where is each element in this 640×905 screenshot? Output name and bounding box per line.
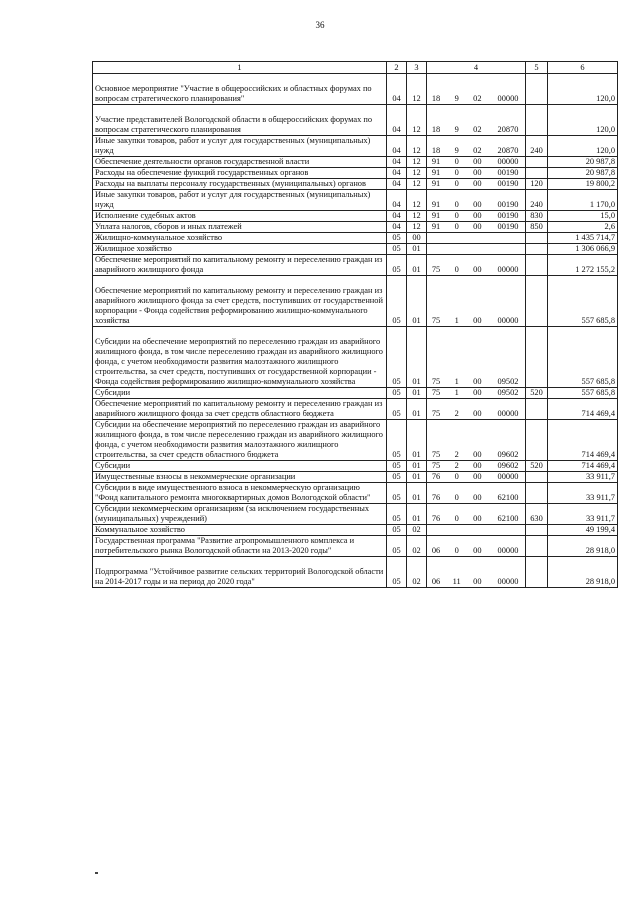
row-section-cell: 04: [387, 74, 407, 105]
target-article-code: [429, 388, 523, 398]
target-article-part: 00000: [497, 546, 519, 555]
row-sum-cell: 33 911,7: [548, 483, 618, 504]
row-name-cell: Расходы на выплаты персоналу государственных (муниципальных) органов: [93, 179, 387, 190]
target-article-part: 0: [454, 514, 459, 523]
column-header-sum: 6: [548, 62, 618, 74]
row-subsection-cell: 01: [407, 399, 427, 420]
row-sum-cell: 1 306 066,9: [548, 244, 618, 255]
target-article-part: 9: [454, 94, 459, 103]
target-article-code: [429, 316, 523, 326]
row-sum-cell: 28 918,0: [548, 536, 618, 557]
row-name-cell: Имущественные взносы в некоммерческие организации: [93, 472, 387, 483]
row-sum-cell: 33 911,7: [548, 472, 618, 483]
row-target-article-cell: [427, 276, 526, 327]
target-article-part: 75: [431, 409, 441, 418]
row-expense-type-cell: [526, 536, 548, 557]
row-section-cell: 04: [387, 190, 407, 211]
row-sum-cell: 714 469,4: [548, 420, 618, 461]
target-article-code: [429, 450, 523, 460]
target-article-part: 00000: [497, 577, 519, 586]
target-article-part: 75: [431, 388, 441, 397]
target-article-part: 00190: [497, 222, 519, 231]
target-article-part: 1: [454, 377, 459, 386]
row-target-article-cell: [427, 327, 526, 388]
row-section-cell: 04: [387, 136, 407, 157]
row-subsection-cell: 12: [407, 136, 427, 157]
row-target-article-cell: [427, 525, 526, 536]
target-article-part: 00190: [497, 179, 519, 188]
row-sum-cell: 120,0: [548, 105, 618, 136]
target-article-part: 1: [454, 388, 459, 397]
row-target-article-cell: [427, 211, 526, 222]
row-expense-type-cell: [526, 255, 548, 276]
target-article-part: 00: [473, 514, 482, 523]
table-row: [93, 276, 618, 327]
row-name-cell: Обеспечение деятельности органов государственной власти: [93, 157, 387, 168]
page-number: 36: [315, 20, 325, 30]
row-name-cell: Субсидии на обеспечение мероприятий по переселению граждан из аварийного жилищного фонда, в том числе переселению граждан из аварийного жилищного фонда, с учетом необходимости развития малоэтажного жилищного строительства, за счет средств областного бюджета: [93, 420, 387, 461]
target-article-part: 00000: [497, 409, 519, 418]
target-article-part: 62100: [497, 493, 519, 502]
table-row: [93, 399, 618, 420]
row-target-article-cell: [427, 461, 526, 472]
target-article-part: 76: [431, 493, 441, 502]
table-row: [93, 136, 618, 157]
row-subsection-cell: 01: [407, 420, 427, 461]
row-name-cell: Расходы на обеспечение функций государственных органов: [93, 168, 387, 179]
target-article-part: 00: [473, 200, 482, 209]
target-article-part: 09602: [497, 450, 519, 459]
row-target-article-cell: [427, 222, 526, 233]
row-target-article-cell: [427, 190, 526, 211]
row-target-article-cell: [427, 483, 526, 504]
target-article-part: 09602: [497, 461, 519, 470]
row-subsection-cell: 01: [407, 472, 427, 483]
table-row: [93, 525, 618, 536]
row-subsection-cell: 00: [407, 233, 427, 244]
table-row: [93, 157, 618, 168]
row-name-cell: Обеспечение мероприятий по капитальному ремонту и переселению граждан из аварийного жилищного фонда за счет средств областного бюджета: [93, 399, 387, 420]
table-row: [93, 179, 618, 190]
target-article-part: 9: [454, 146, 459, 155]
row-section-cell: 04: [387, 211, 407, 222]
column-header-name: 1: [93, 62, 387, 74]
row-section-cell: 05: [387, 399, 407, 420]
row-target-article-cell: [427, 557, 526, 588]
row-subsection-cell: 12: [407, 168, 427, 179]
row-subsection-cell: 01: [407, 483, 427, 504]
target-article-part: 00: [473, 316, 482, 325]
row-name-cell: Уплата налогов, сборов и иных платежей: [93, 222, 387, 233]
target-article-code: [429, 179, 523, 189]
target-article-code: [429, 461, 523, 471]
row-subsection-cell: 12: [407, 222, 427, 233]
table-row: [93, 190, 618, 211]
row-sum-cell: 714 469,4: [548, 461, 618, 472]
target-article-part: 00190: [497, 168, 519, 177]
target-article-code: [429, 211, 523, 221]
table-row: [93, 504, 618, 525]
target-article-code: [429, 168, 523, 178]
table-row: [93, 74, 618, 105]
target-article-part: 0: [454, 168, 459, 177]
row-expense-type-cell: [526, 525, 548, 536]
row-section-cell: 04: [387, 179, 407, 190]
row-name-cell: Жилищно-коммунальное хозяйство: [93, 233, 387, 244]
target-article-part: 06: [431, 577, 441, 586]
target-article-part: 00: [473, 222, 482, 231]
row-expense-type-cell: [526, 244, 548, 255]
row-subsection-cell: 01: [407, 276, 427, 327]
row-subsection-cell: 01: [407, 244, 427, 255]
row-subsection-cell: 02: [407, 536, 427, 557]
row-expense-type-cell: [526, 276, 548, 327]
target-article-code: [429, 146, 523, 156]
target-article-part: 62100: [497, 514, 519, 523]
row-target-article-cell: [427, 74, 526, 105]
row-sum-cell: 1 272 155,2: [548, 255, 618, 276]
target-article-part: 00: [473, 157, 482, 166]
target-article-code: [429, 157, 523, 167]
target-article-part: 18: [431, 146, 441, 155]
row-name-cell: Жилищное хозяйство: [93, 244, 387, 255]
row-expense-type-cell: [526, 327, 548, 388]
target-article-part: 00000: [497, 265, 519, 274]
target-article-code: [429, 546, 523, 556]
target-article-part: 0: [454, 157, 459, 166]
row-expense-type-cell: [526, 105, 548, 136]
target-article-part: 00000: [497, 472, 519, 481]
row-target-article-cell: [427, 399, 526, 420]
table-header-row: [93, 62, 618, 74]
row-name-cell: Иные закупки товаров, работ и услуг для государственных (муниципальных) нужд: [93, 136, 387, 157]
target-article-part: 0: [454, 211, 459, 220]
target-article-part: 0: [454, 265, 459, 274]
row-section-cell: 05: [387, 483, 407, 504]
target-article-part: 1: [454, 316, 459, 325]
row-subsection-cell: 12: [407, 179, 427, 190]
column-header-subsection: 3: [407, 62, 427, 74]
row-sum-cell: 557 685,8: [548, 327, 618, 388]
table-row: [93, 420, 618, 461]
row-expense-type-cell: [526, 168, 548, 179]
row-expense-type-cell: [526, 483, 548, 504]
scan-speck: [95, 872, 98, 874]
target-article-part: 11: [452, 577, 461, 586]
row-name-cell: Субсидии на обеспечение мероприятий по переселению граждан из аварийного жилищного фонда, в том числе переселению граждан из аварийного жилищного фонда, с учетом необходимости развития малоэтажного жилищного строительства, за счет средств, поступивших от государственной корпорации - Фонда содействия реформированию жилищно-коммунального хозяйства: [93, 327, 387, 388]
row-section-cell: 05: [387, 504, 407, 525]
table-row: [93, 244, 618, 255]
row-section-cell: 05: [387, 472, 407, 483]
target-article-part: 09502: [497, 377, 519, 386]
row-target-article-cell: [427, 233, 526, 244]
target-article-code: [429, 222, 523, 232]
target-article-part: 00: [473, 409, 482, 418]
row-sum-cell: 20 987,8: [548, 168, 618, 179]
table-row: [93, 222, 618, 233]
table-row: [93, 483, 618, 504]
row-target-article-cell: [427, 536, 526, 557]
target-article-part: 0: [454, 200, 459, 209]
target-article-code: [429, 514, 523, 524]
row-subsection-cell: 01: [407, 461, 427, 472]
row-section-cell: 05: [387, 536, 407, 557]
row-subsection-cell: 12: [407, 105, 427, 136]
target-article-part: 0: [454, 179, 459, 188]
row-sum-cell: 15,0: [548, 211, 618, 222]
target-article-part: 00190: [497, 211, 519, 220]
target-article-part: 75: [431, 316, 441, 325]
column-header-expense-type: 5: [526, 62, 548, 74]
budget-table: [92, 61, 618, 588]
target-article-part: 18: [431, 94, 441, 103]
row-expense-type-cell: [526, 74, 548, 105]
row-sum-cell: 33 911,7: [548, 504, 618, 525]
target-article-part: 91: [431, 211, 441, 220]
target-article-part: 02: [473, 125, 482, 134]
row-sum-cell: 557 685,8: [548, 276, 618, 327]
target-article-part: 0: [454, 472, 459, 481]
row-sum-cell: 714 469,4: [548, 399, 618, 420]
target-article-part: 00: [473, 546, 482, 555]
row-subsection-cell: 02: [407, 557, 427, 588]
row-section-cell: 05: [387, 461, 407, 472]
row-name-cell: Исполнение судебных актов: [93, 211, 387, 222]
table-row: [93, 233, 618, 244]
row-name-cell: Обеспечение мероприятий по капитальному ремонту и переселению граждан из аварийного жилищного фонда: [93, 255, 387, 276]
target-article-part: 91: [431, 168, 441, 177]
row-sum-cell: 1 170,0: [548, 190, 618, 211]
row-expense-type-cell: [526, 557, 548, 588]
target-article-code: [429, 200, 523, 210]
row-sum-cell: 120,0: [548, 136, 618, 157]
row-expense-type-cell: [526, 157, 548, 168]
row-target-article-cell: [427, 420, 526, 461]
target-article-part: 00: [473, 388, 482, 397]
target-article-part: 00190: [497, 200, 519, 209]
row-target-article-cell: [427, 504, 526, 525]
target-article-part: 00: [473, 493, 482, 502]
row-sum-cell: 120,0: [548, 74, 618, 105]
row-expense-type-cell: 630: [526, 504, 548, 525]
target-article-part: 00000: [497, 157, 519, 166]
row-expense-type-cell: 240: [526, 136, 548, 157]
target-article-code: [429, 409, 523, 419]
target-article-part: 0: [454, 493, 459, 502]
target-article-part: 02: [473, 94, 482, 103]
row-name-cell: Обеспечение мероприятий по капитальному ремонту и переселению граждан из аварийного жилищного фонда за счет средств, поступивших от государственной корпорации - Фонда содействия реформированию жилищно-коммунального хозяйства: [93, 276, 387, 327]
row-name-cell: Субсидии: [93, 388, 387, 399]
table-row: [93, 105, 618, 136]
target-article-code: [429, 125, 523, 135]
row-section-cell: 04: [387, 168, 407, 179]
row-target-article-cell: [427, 244, 526, 255]
target-article-part: 00: [473, 450, 482, 459]
row-target-article-cell: [427, 472, 526, 483]
row-expense-type-cell: [526, 233, 548, 244]
target-article-part: 20870: [497, 146, 519, 155]
target-article-part: 91: [431, 222, 441, 231]
row-subsection-cell: 12: [407, 157, 427, 168]
target-article-part: 06: [431, 546, 441, 555]
target-article-part: 9: [454, 125, 459, 134]
target-article-part: 0: [454, 222, 459, 231]
target-article-part: 00: [473, 168, 482, 177]
row-section-cell: 05: [387, 244, 407, 255]
row-sum-cell: 19 800,2: [548, 179, 618, 190]
target-article-part: 00: [473, 211, 482, 220]
row-subsection-cell: 12: [407, 190, 427, 211]
target-article-part: 20870: [497, 125, 519, 134]
row-name-cell: Субсидии в виде имущественного взноса в некоммерческую организацию "Фонд капитального ремонта многоквартирных домов Вологодской области": [93, 483, 387, 504]
target-article-part: 2: [454, 450, 459, 459]
row-sum-cell: 557 685,8: [548, 388, 618, 399]
table-row: [93, 388, 618, 399]
target-article-code: [429, 577, 523, 587]
row-sum-cell: 2,6: [548, 222, 618, 233]
table-row: [93, 557, 618, 588]
target-article-part: 09502: [497, 388, 519, 397]
table-row: [93, 327, 618, 388]
target-article-code: [429, 377, 523, 387]
target-article-part: 00: [473, 461, 482, 470]
target-article-part: 75: [431, 377, 441, 386]
row-section-cell: 05: [387, 327, 407, 388]
row-target-article-cell: [427, 168, 526, 179]
table-row: [93, 536, 618, 557]
row-expense-type-cell: [526, 472, 548, 483]
target-article-part: 91: [431, 179, 441, 188]
target-article-part: 00: [473, 472, 482, 481]
row-section-cell: 05: [387, 420, 407, 461]
row-name-cell: Субсидии: [93, 461, 387, 472]
target-article-part: 00000: [497, 316, 519, 325]
row-target-article-cell: [427, 179, 526, 190]
row-section-cell: 05: [387, 233, 407, 244]
target-article-part: 75: [431, 265, 441, 274]
row-sum-cell: 28 918,0: [548, 557, 618, 588]
table-row: [93, 472, 618, 483]
row-section-cell: 04: [387, 105, 407, 136]
row-sum-cell: 20 987,8: [548, 157, 618, 168]
row-section-cell: 05: [387, 525, 407, 536]
row-expense-type-cell: 240: [526, 190, 548, 211]
target-article-code: [429, 265, 523, 275]
row-subsection-cell: 01: [407, 504, 427, 525]
table-row: [93, 255, 618, 276]
row-name-cell: Основное мероприятие "Участие в общероссийских и областных форумах по вопросам стратегического планирования": [93, 74, 387, 105]
row-expense-type-cell: 120: [526, 179, 548, 190]
row-section-cell: 04: [387, 157, 407, 168]
target-article-part: 76: [431, 472, 441, 481]
table-row: [93, 211, 618, 222]
target-article-part: 2: [454, 409, 459, 418]
row-target-article-cell: [427, 105, 526, 136]
row-name-cell: Государственная программа "Развитие агропромышленного комплекса и потребительского рынка Вологодской области на 2013-2020 годы": [93, 536, 387, 557]
target-article-part: 02: [473, 146, 482, 155]
table-row: [93, 168, 618, 179]
target-article-part: 91: [431, 157, 441, 166]
column-header-section: 2: [387, 62, 407, 74]
row-subsection-cell: 01: [407, 327, 427, 388]
row-target-article-cell: [427, 388, 526, 399]
target-article-part: 00: [473, 179, 482, 188]
row-expense-type-cell: 830: [526, 211, 548, 222]
row-subsection-cell: 12: [407, 211, 427, 222]
row-section-cell: 05: [387, 276, 407, 327]
target-article-part: 75: [431, 450, 441, 459]
target-article-code: [429, 94, 523, 104]
row-subsection-cell: 02: [407, 525, 427, 536]
row-subsection-cell: 12: [407, 74, 427, 105]
row-section-cell: 04: [387, 222, 407, 233]
row-expense-type-cell: [526, 420, 548, 461]
row-sum-cell: 49 199,4: [548, 525, 618, 536]
row-target-article-cell: [427, 255, 526, 276]
row-section-cell: 05: [387, 255, 407, 276]
target-article-part: 18: [431, 125, 441, 134]
row-expense-type-cell: 850: [526, 222, 548, 233]
row-subsection-cell: 01: [407, 255, 427, 276]
row-target-article-cell: [427, 136, 526, 157]
target-article-code: [429, 472, 523, 482]
column-header-target-article: 4: [427, 62, 526, 74]
row-target-article-cell: [427, 157, 526, 168]
target-article-code: [429, 493, 523, 503]
row-subsection-cell: 01: [407, 388, 427, 399]
table-body: [93, 74, 618, 588]
row-expense-type-cell: [526, 399, 548, 420]
target-article-part: 00: [473, 265, 482, 274]
row-name-cell: Подпрограмма "Устойчивое развитие сельских территорий Вологодской области на 2014-2017 годы и на период до 2020 года": [93, 557, 387, 588]
target-article-part: 00000: [497, 94, 519, 103]
row-sum-cell: 1 435 714,7: [548, 233, 618, 244]
target-article-part: 91: [431, 200, 441, 209]
target-article-part: 75: [431, 461, 441, 470]
target-article-part: 76: [431, 514, 441, 523]
row-name-cell: Участие представителей Вологодской области в общероссийских форумах по вопросам стратегического планирования: [93, 105, 387, 136]
row-name-cell: Субсидии некоммерческим организациям (за исключением государственных (муниципальных) учреждений): [93, 504, 387, 525]
row-section-cell: 05: [387, 557, 407, 588]
target-article-part: 00: [473, 577, 482, 586]
row-name-cell: Коммунальное хозяйство: [93, 525, 387, 536]
table-row: [93, 461, 618, 472]
row-section-cell: 05: [387, 388, 407, 399]
target-article-part: 2: [454, 461, 459, 470]
row-expense-type-cell: 520: [526, 388, 548, 399]
target-article-part: 00: [473, 377, 482, 386]
row-name-cell: Иные закупки товаров, работ и услуг для государственных (муниципальных) нужд: [93, 190, 387, 211]
row-expense-type-cell: 520: [526, 461, 548, 472]
target-article-part: 0: [454, 546, 459, 555]
